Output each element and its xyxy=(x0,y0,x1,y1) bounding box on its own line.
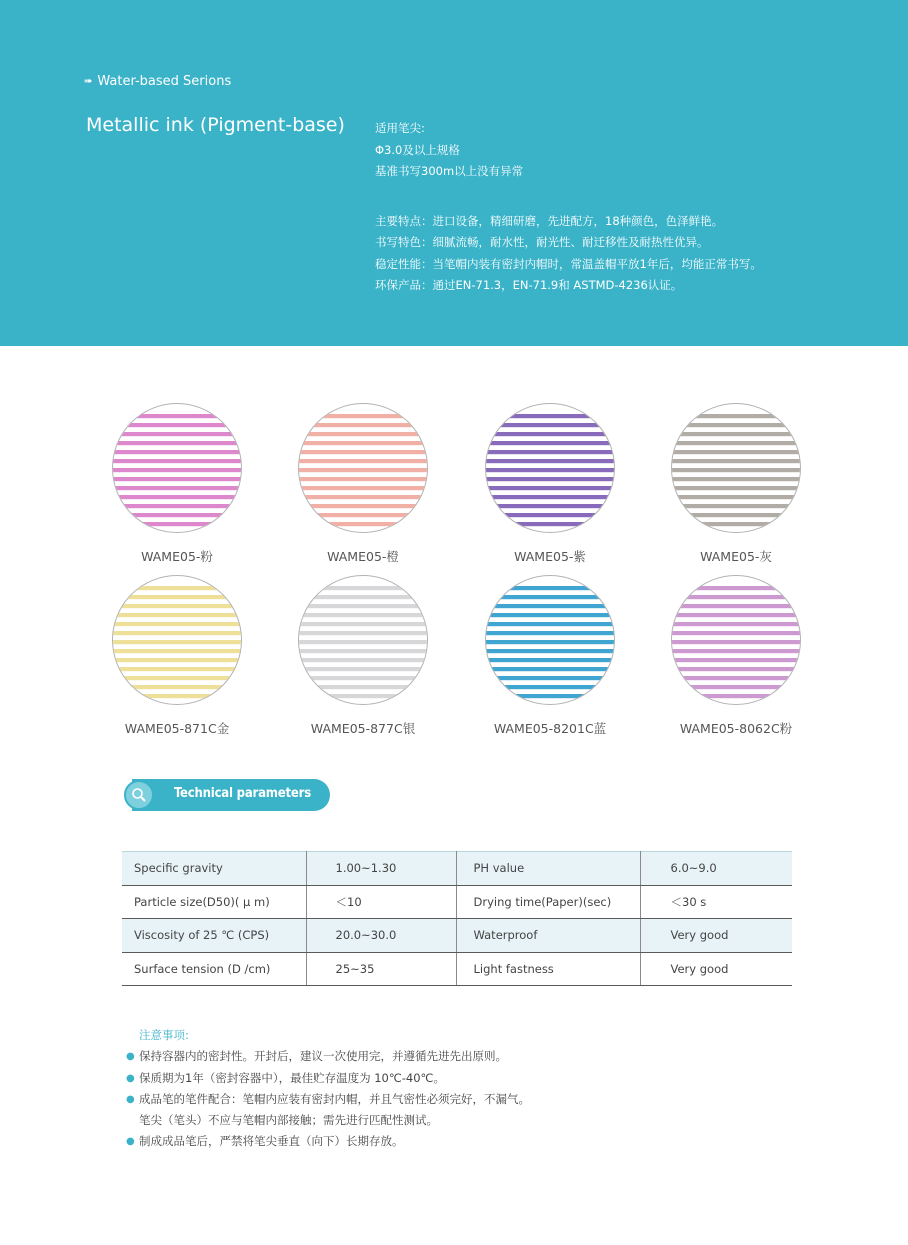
ink-stripe xyxy=(299,685,427,689)
ink-stripe xyxy=(299,468,427,472)
ink-stripe xyxy=(113,468,241,472)
ink-stripes xyxy=(113,404,241,532)
ink-stripe xyxy=(299,622,427,626)
swatch-circle xyxy=(298,403,428,533)
swatch-circle xyxy=(112,403,242,533)
swatch xyxy=(102,575,252,737)
ink-stripe xyxy=(672,649,800,653)
ink-stripe xyxy=(299,631,427,635)
ink-stripe xyxy=(299,414,427,418)
notes-section xyxy=(126,1025,530,1153)
ink-stripe xyxy=(486,595,614,599)
ink-stripe xyxy=(486,613,614,617)
swatch-circle xyxy=(671,575,801,705)
ink-stripe xyxy=(672,441,800,445)
ink-stripe xyxy=(299,694,427,698)
ink-stripes xyxy=(486,404,614,532)
table-row xyxy=(122,952,792,986)
ink-stripe xyxy=(672,477,800,481)
ink-stripe xyxy=(113,685,241,689)
ink-stripe xyxy=(672,495,800,499)
ink-stripe xyxy=(672,414,800,418)
swatch-label: WAME05-粉 xyxy=(141,549,213,564)
ink-stripe xyxy=(672,595,800,599)
ink-stripe xyxy=(672,459,800,463)
ink-stripe xyxy=(672,685,800,689)
feature-line: 主要特点：进口设备，精细研磨，先进配方，18种颜色，色泽鲜艳。 xyxy=(375,213,724,228)
swatch xyxy=(475,403,625,565)
ink-stripe xyxy=(672,631,800,635)
technical-parameters-tab xyxy=(124,779,330,811)
ink-stripes xyxy=(672,576,800,704)
ink-stripe xyxy=(299,667,427,671)
ink-stripe xyxy=(113,622,241,626)
ink-stripe xyxy=(113,504,241,508)
ink-stripe xyxy=(672,640,800,644)
ink-stripe xyxy=(113,495,241,499)
param-name: Viscosity of 25 ℃ (CPS) xyxy=(122,919,306,953)
ink-stripe xyxy=(486,495,614,499)
table-row xyxy=(122,885,792,919)
swatch-label: WAME05-871C金 xyxy=(124,721,230,736)
ink-stripe xyxy=(672,586,800,590)
ink-stripe xyxy=(113,676,241,680)
param-value: ＜30 s xyxy=(640,885,792,919)
param-value: 20.0~30.0 xyxy=(306,919,456,953)
ink-stripes xyxy=(113,576,241,704)
ink-stripe xyxy=(672,423,800,427)
ink-stripes xyxy=(486,576,614,704)
ink-stripe xyxy=(299,477,427,481)
note-item: ● 制成成品笔后，严禁将笔尖垂直（向下）长期存放。 xyxy=(126,1131,530,1152)
technical-parameters-title: Technical parameters xyxy=(174,786,311,801)
ink-stripe xyxy=(113,667,241,671)
param-name: Specific gravity xyxy=(122,852,306,886)
note-item: ● 保质期为1年（密封容器中），最佳贮存温度为 10℃-40℃。 xyxy=(126,1068,530,1089)
ink-stripe xyxy=(299,613,427,617)
series-label xyxy=(84,74,231,89)
notes-heading: 注意事项: xyxy=(139,1028,189,1042)
ink-stripe xyxy=(299,504,427,508)
ink-stripe xyxy=(672,468,800,472)
param-name: Light fastness xyxy=(456,952,640,986)
ink-stripe xyxy=(299,649,427,653)
ink-stripe xyxy=(299,676,427,680)
magnifier-icon xyxy=(124,780,154,810)
param-name: Drying time(Paper)(sec) xyxy=(456,885,640,919)
swatch-circle xyxy=(298,575,428,705)
ink-stripe xyxy=(672,513,800,517)
ink-stripes xyxy=(672,404,800,532)
table-row xyxy=(122,919,792,953)
ink-stripe xyxy=(113,423,241,427)
swatch-circle xyxy=(671,403,801,533)
param-name: Waterproof xyxy=(456,919,640,953)
ink-stripe xyxy=(672,658,800,662)
ink-stripe xyxy=(486,640,614,644)
ink-stripe xyxy=(113,631,241,635)
swatch-circle xyxy=(485,403,615,533)
swatch-label: WAME05-橙 xyxy=(327,549,399,564)
ink-stripe xyxy=(299,441,427,445)
ink-stripe xyxy=(299,486,427,490)
ink-stripe xyxy=(486,685,614,689)
ink-stripe xyxy=(672,486,800,490)
ink-stripe xyxy=(486,631,614,635)
parameters-table xyxy=(122,851,792,986)
swatch-label: WAME05-877C银 xyxy=(310,721,416,736)
note-item: ● 保持容器内的密封性。开封后，建议一次使用完，并遵循先进先出原则。 xyxy=(126,1046,530,1067)
note-continuation: 笔尖（笔头）不应与笔帽内部接触；需先进行匹配性测试。 xyxy=(139,1113,438,1128)
feature-line: 稳定性能：当笔帽内装有密封内帽时，常温盖帽平放1年后，均能正常书写。 xyxy=(375,256,762,271)
ink-stripe xyxy=(299,640,427,644)
ink-stripe xyxy=(299,495,427,499)
ink-stripe xyxy=(299,658,427,662)
ink-stripe xyxy=(299,522,427,526)
feature-line: 书写特色：细腻流畅，耐水性，耐光性、耐迁移性及耐热性优异。 xyxy=(375,235,709,249)
ink-stripe xyxy=(113,649,241,653)
bullet-icon: ● xyxy=(126,1072,135,1084)
swatch xyxy=(661,403,811,565)
ink-stripe xyxy=(672,676,800,680)
ink-stripe xyxy=(113,477,241,481)
ink-stripe xyxy=(486,622,614,626)
ink-stripe xyxy=(299,604,427,608)
ink-stripe xyxy=(299,459,427,463)
param-value: 25~35 xyxy=(306,952,456,986)
ink-stripe xyxy=(113,694,241,698)
swatch xyxy=(102,403,252,565)
ink-stripe xyxy=(113,613,241,617)
pointer-arrow-icon: ➠ xyxy=(84,76,93,87)
swatch-label: WAME05-8062C粉 xyxy=(679,721,793,736)
ink-stripe xyxy=(299,423,427,427)
ink-stripe xyxy=(486,486,614,490)
ink-stripe xyxy=(486,459,614,463)
ink-stripe xyxy=(486,522,614,526)
ink-stripe xyxy=(113,441,241,445)
ink-stripe xyxy=(113,459,241,463)
ink-stripe xyxy=(486,513,614,517)
swatch-circle xyxy=(485,575,615,705)
ink-stripe xyxy=(113,414,241,418)
series-text: Water-based Serions xyxy=(97,74,232,89)
param-value: Very good xyxy=(640,919,792,953)
swatch xyxy=(661,575,811,737)
ink-stripe xyxy=(486,504,614,508)
ink-stripe xyxy=(672,613,800,617)
tip-line: 基准书写300m以上没有异常 xyxy=(375,164,524,178)
ink-stripe xyxy=(486,694,614,698)
ink-stripe xyxy=(486,676,614,680)
swatch xyxy=(288,403,438,565)
ink-stripe xyxy=(113,586,241,590)
tip-line: 适用笔尖: xyxy=(375,121,425,135)
ink-stripe xyxy=(113,522,241,526)
ink-stripe xyxy=(113,604,241,608)
ink-stripe xyxy=(486,586,614,590)
ink-stripe xyxy=(299,586,427,590)
ink-stripe xyxy=(113,658,241,662)
ink-stripe xyxy=(672,504,800,508)
table-row xyxy=(122,852,792,886)
swatch-circle xyxy=(112,575,242,705)
ink-stripe xyxy=(299,513,427,517)
ink-stripe xyxy=(113,513,241,517)
ink-stripe xyxy=(486,658,614,662)
ink-stripe xyxy=(113,486,241,490)
swatch xyxy=(288,575,438,737)
ink-stripe xyxy=(672,667,800,671)
ink-stripe xyxy=(113,595,241,599)
note-item: ● 成品笔的笔件配合：笔帽内应装有密封内帽，并且气密性必须完好，不漏气。 xyxy=(126,1089,530,1110)
ink-stripe xyxy=(113,450,241,454)
feature-line: 环保产品：通过EN-71.3，EN-71.9和 ASTMD-4236认证。 xyxy=(375,278,683,292)
swatch-label: WAME05-灰 xyxy=(700,549,772,564)
ink-stripe xyxy=(299,450,427,454)
swatch-label: WAME05-8201C蓝 xyxy=(493,721,607,736)
param-value: 6.0~9.0 xyxy=(640,852,792,886)
ink-stripe xyxy=(486,414,614,418)
ink-stripes xyxy=(299,404,427,532)
ink-stripe xyxy=(672,604,800,608)
tip-line: Φ3.0及以上规格 xyxy=(375,142,460,157)
swatch-label: WAME05-紫 xyxy=(514,549,586,564)
ink-stripe xyxy=(299,432,427,436)
ink-stripe xyxy=(113,432,241,436)
param-value: 1.00~1.30 xyxy=(306,852,456,886)
ink-stripe xyxy=(486,604,614,608)
param-name: PH value xyxy=(456,852,640,886)
ink-stripe xyxy=(486,468,614,472)
ink-stripe xyxy=(486,423,614,427)
param-name: Particle size(D50)( μ m) xyxy=(122,885,306,919)
ink-stripe xyxy=(672,622,800,626)
ink-stripe xyxy=(486,441,614,445)
header-band xyxy=(0,0,908,346)
param-value: ＜10 xyxy=(306,885,456,919)
ink-stripe xyxy=(672,432,800,436)
bullet-icon: ● xyxy=(126,1051,135,1063)
ink-stripe xyxy=(486,667,614,671)
ink-stripe xyxy=(486,477,614,481)
product-title: Metallic ink (Pigment-base) xyxy=(86,114,345,136)
ink-stripe xyxy=(486,432,614,436)
ink-stripe xyxy=(486,450,614,454)
swatch xyxy=(475,575,625,737)
ink-stripe xyxy=(672,522,800,526)
bullet-icon: ● xyxy=(126,1093,135,1105)
ink-stripe xyxy=(486,649,614,653)
ink-stripes xyxy=(299,576,427,704)
product-info xyxy=(375,118,762,297)
param-value: Very good xyxy=(640,952,792,986)
ink-stripe xyxy=(113,640,241,644)
param-name: Surface tension (D /cm) xyxy=(122,952,306,986)
ink-stripe xyxy=(672,694,800,698)
ink-stripe xyxy=(672,450,800,454)
ink-stripe xyxy=(299,595,427,599)
bullet-icon: ● xyxy=(126,1136,135,1148)
